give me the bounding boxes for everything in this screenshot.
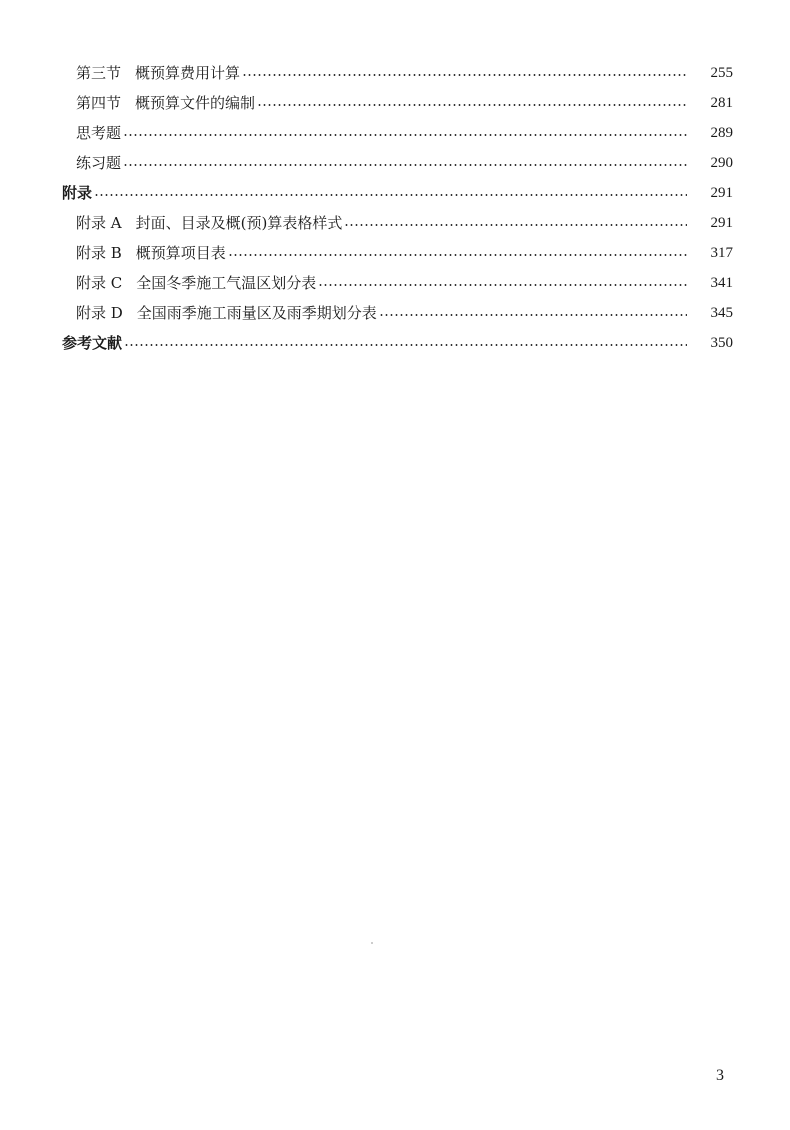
toc-entry-page: 290 [710,155,733,171]
toc-entry-title: 概预算费用计算 [135,64,241,82]
toc-entry-page: 350 [710,335,733,351]
toc-entry-appendix [0,178,790,208]
toc-entry-title: 全国冬季施工气温区划分表 [136,274,317,292]
dot-leader [344,224,687,226]
toc-entry-number: 思考题 [76,124,122,142]
dot-leader [124,344,687,346]
dot-leader [94,194,687,196]
toc-entry-exercises [0,148,790,178]
toc-entry-section-4 [0,88,790,118]
toc-entry-page: 291 [710,185,733,201]
toc-entry-appendix-a [0,208,790,238]
table-of-contents [0,58,790,358]
toc-entry-number: 参考文献 [62,334,123,352]
toc-entry-title: 概预算项目表 [135,244,226,262]
dot-leader [257,104,687,106]
toc-entry-page: 255 [710,65,733,81]
toc-entry-references [0,328,790,358]
toc-entry-number: 附录 D [76,304,123,322]
toc-entry-appendix-c [0,268,790,298]
toc-entry-number: 附录 B [76,244,122,262]
toc-entry-title: 全国雨季施工雨量区及雨季期划分表 [136,304,377,322]
dot-leader [123,164,687,166]
dot-leader [123,134,687,136]
toc-entry-page: 281 [710,95,733,111]
dot-leader [242,74,687,76]
scan-speck [371,942,373,944]
toc-entry-number: 第三节 [76,64,122,82]
toc-entry-page: 291 [710,215,733,231]
toc-entry-page: 289 [710,125,733,141]
dot-leader [228,254,687,256]
toc-entry-number: 附录 C [76,274,123,292]
toc-entry-number: 附录 [62,184,93,202]
toc-entry-section-3 [0,58,790,88]
toc-entry-page: 317 [710,245,733,261]
toc-entry-appendix-d [0,298,790,328]
toc-entry-appendix-b [0,238,790,268]
toc-entry-questions [0,118,790,148]
page-number: 3 [716,1067,724,1084]
toc-entry-number: 第四节 [76,94,122,112]
toc-entry-number: 练习题 [76,154,122,172]
toc-entry-title: 概预算文件的编制 [135,94,256,112]
toc-entry-number: 附录 A [76,214,122,232]
toc-entry-title: 封面、目录及概(预)算表格样式 [135,214,343,232]
dot-leader [318,284,687,286]
toc-entry-page: 341 [710,275,733,291]
toc-entry-page: 345 [710,305,733,321]
dot-leader [379,314,687,316]
